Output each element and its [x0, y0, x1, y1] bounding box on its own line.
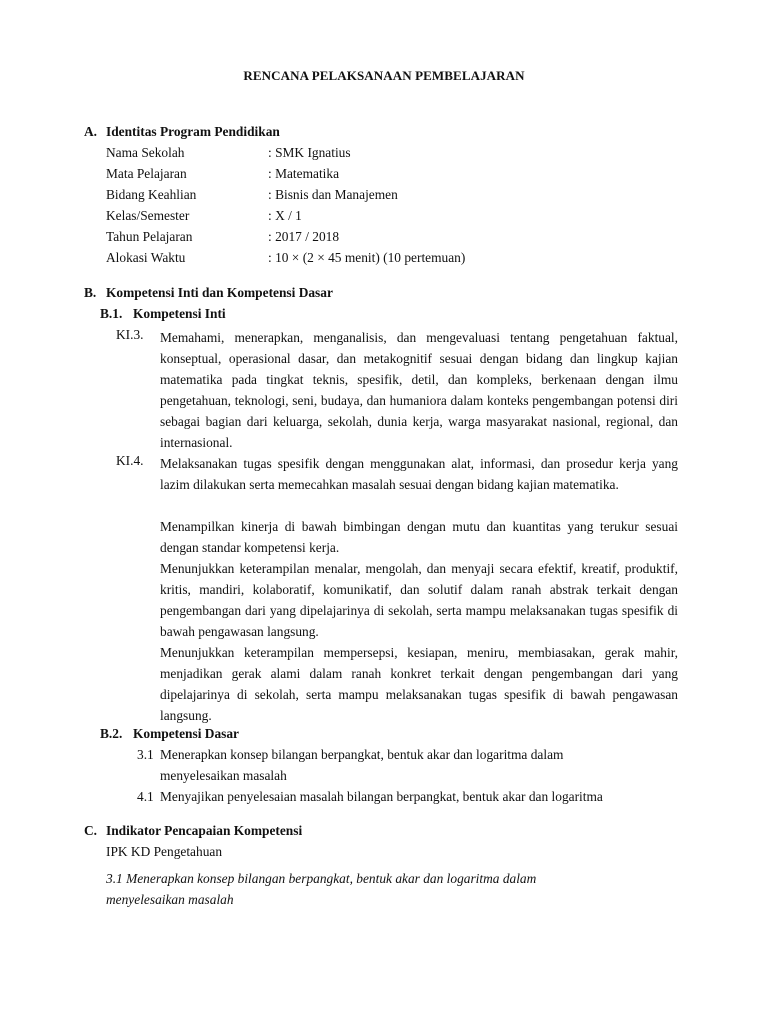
subsection-b1-heading: Kompetensi Inti [133, 306, 226, 321]
kd-text: Menyajikan penyelesaian masalah bilangan berpangkat, bentuk akar dan logaritma [160, 789, 603, 804]
section-a-heading: Identitas Program Pendidikan [106, 124, 280, 139]
identity-value: : X / 1 [268, 208, 302, 223]
kd-text: Menerapkan konsep bilangan berpangkat, bentuk akar dan logaritma dalam [160, 747, 564, 762]
identity-key: Tahun Pelajaran [106, 229, 193, 244]
subsection-b1-label: B.1. [100, 306, 123, 321]
section-b-heading: Kompetensi Inti dan Kompetensi Dasar [106, 285, 333, 300]
subsection-b2-heading: Kompetensi Dasar [133, 726, 240, 741]
identity-value: : SMK Ignatius [268, 145, 351, 160]
identity-key: Alokasi Waktu [106, 250, 186, 265]
ki3-label: KI.3. [116, 327, 144, 342]
section-c-label: C. [84, 823, 98, 838]
ipk-italic-line: menyelesaikan masalah [106, 892, 234, 907]
identity-value: : 2017 / 2018 [268, 229, 340, 244]
ki4-label: KI.4. [116, 453, 144, 468]
ki4-paragraph: Menampilkan kinerja di bawah bimbingan dengan mutu dan kuantitas yang terukur sesuai dengan standar kompetensi kerja. [160, 519, 678, 555]
identity-key: Mata Pelajaran [106, 166, 187, 181]
ipk-italic-line: 3.1 Menerapkan konsep bilangan berpangkat, bentuk akar dan logaritma dalam [106, 871, 537, 886]
ki4-paragraph: Melaksanakan tugas spesifik dengan menggunakan alat, informasi, dan prosedur kerja yang lazim dilakukan serta memecahkan masalah sesuai dengan bidang kajian matematika. [160, 456, 678, 492]
ipk-subheading: IPK KD Pengetahuan [106, 844, 223, 859]
section-c-heading: Indikator Pencapaian Kompetensi [106, 823, 303, 838]
kd-number: 3.1 [137, 747, 154, 762]
section-a-label: A. [84, 124, 98, 139]
ki4-paragraph: Menunjukkan keterampilan mempersepsi, kesiapan, meniru, membiasakan, gerak mahir, menjadikan gerak alami dalam ranah konkret terkait dengan pengembangan dari yang dipelajarinya di sekolah, serta mampu melaksanakan tugas spesifik di bawah pengawasan langsung. [160, 645, 678, 723]
identity-key: Kelas/Semester [106, 208, 190, 223]
section-b-label: B. [84, 285, 97, 300]
ki3-text: Memahami, menerapkan, menganalisis, dan mengevaluasi tentang pengetahuan faktual, konseptual, operasional dasar, dan metakognitif sesuai dengan bidang dan lingkup kajian matematika pada tingkat teknis, spesifik, detil, dan kompleks, berkenaan dengan ilmu pengetahuan, teknologi, seni, budaya, dan humaniora dalam konteks pengembangan potensi diri sebagai bagian dari keluarga, sekolah, dunia kerja, warga masyarakat nasional, regional, dan internasional. [160, 330, 678, 450]
ki4-paragraph: Menunjukkan keterampilan menalar, mengolah, dan menyaji secara efektif, kreatif, produktif, kritis, mandiri, kolaboratif, komunikatif, dan solutif dalam ranah abstrak terkait dengan pengembangan dari yang dipelajarinya di sekolah, serta mampu melaksanakan tugas spesifik di bawah pengawasan langsung. [160, 561, 678, 639]
identity-value: : Bisnis dan Manajemen [268, 187, 398, 202]
subsection-b2-label: B.2. [100, 726, 123, 741]
kd-number: 4.1 [137, 789, 154, 804]
identity-key: Bidang Keahlian [106, 187, 197, 202]
kd-text-continuation: menyelesaikan masalah [160, 768, 287, 783]
identity-key: Nama Sekolah [106, 145, 185, 160]
document-title: RENCANA PELAKSANAAN PEMBELAJARAN [243, 68, 525, 83]
identity-value: : Matematika [268, 166, 340, 181]
identity-value: : 10 × (2 × 45 menit) (10 pertemuan) [268, 250, 466, 265]
